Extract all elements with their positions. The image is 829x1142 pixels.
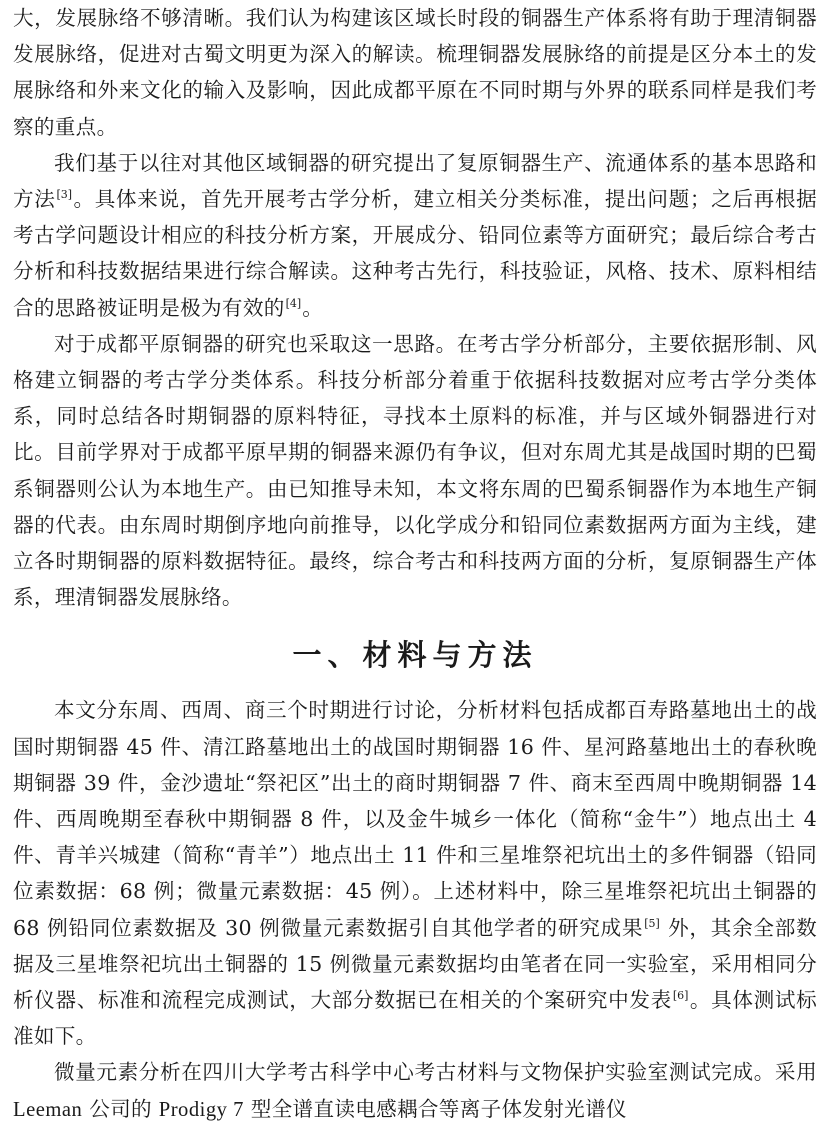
document-page (13, 0, 817, 1128)
paragraph-5-text-a: 微量元素分析在四川大学考古科学中心考古材料与文物保护实验室测试完成。采用 (54, 1060, 817, 1085)
paragraph-1 (13, 0, 817, 145)
paragraph-5-text-b: 公司的 (89, 1096, 152, 1121)
section-heading: 一、材料与方法 (292, 638, 538, 673)
paragraph-1-text: 大，发展脉络不够清晰。我们认为构建该区域长时段的铜器生产体系将有助于理清铜器发展脉络，促进对古蜀文明更为深入的解读。梳理铜器发展脉络的前提是区分本土的发展脉络和外来文化的输入及影响，因此成都平原在不同时期与外界的联系同样是我们考察的重点。 (13, 6, 817, 139)
paragraph-4-text-a: 本文分东周、西周、商三个时期进行讨论，分析材料包括成都百寿路墓地出土的战国时期铜器 45 件、清江路墓地出土的战国时期铜器 16 件、星河路墓地出土的春秋晚期铜器 39 件，金沙遗址“祭祀区”出土的商时期铜器 7 件、商末至西周中晚期铜器 14 件、西周晚期至春秋中期铜器 8 件，以及金牛城乡一体化（简称“金牛”）地点出土 4 件、青羊兴城建（简称“青羊”）地点出土 11 件和三星堆祭祀坑出土的多件铜器（铅同位素数据：68 例；微量元素数据：45 例）。上述材料中，除三星堆祭祀坑出土铜器的 68 例铅同位素数据及 30 例微量元素数据引自其他学者的研究成果 (13, 698, 817, 940)
paragraph-4 (13, 692, 817, 1054)
paragraph-2 (13, 145, 817, 326)
brand-name: Leeman (13, 1098, 83, 1121)
citation-4[interactable]: [4] (285, 296, 302, 310)
paragraph-4-text-c: 。具体测试标准如下。 (13, 988, 817, 1049)
paragraph-3 (13, 326, 817, 616)
instrument-model: Prodigy 7 (158, 1098, 244, 1121)
paragraph-4-text-b: 外，其余全部数据及三星堆祭祀坑出土铜器的 15 例微量元素数据均由笔者在同一实验室，采用相同分析仪器、标准和流程完成测试，大部分数据已在相关的个案研究中发表 (13, 915, 817, 1013)
paragraph-2-text-c: 。 (302, 295, 324, 320)
paragraph-5 (13, 1054, 817, 1127)
paragraph-2-text-a: 我们基于以往对其他区域铜器的研究提出了复原铜器生产、流通体系的基本思路和方法 (13, 150, 817, 212)
paragraph-5-text-c: 型全谱直读电感耦合等离子体发射光谱仪 (250, 1096, 627, 1121)
paragraph-3-text: 对于成都平原铜器的研究也采取这一思路。在考古学分析部分，主要依据形制、风格建立铜器的考古学分类体系。科技分析部分着重于依据科技数据对应考古学分类体系，同时总结各时期铜器的原料特征，寻找本土原料的标准，并与区域外铜器进行对比。目前学界对于成都平原早期的铜器来源仍有争议，但对东周尤其是战国时期的巴蜀系铜器则公认为本地生产。由已知推导未知，本文将东周的巴蜀系铜器作为本地生产铜器的代表。由东周时期倒序地向前推导，以化学成分和铅同位素数据两方面为主线，建立各时期铜器的原料数据特征。最终，综合考古和科技两方面的分析，复原铜器生产体系，理清铜器发展脉络。 (13, 331, 817, 610)
citation-5[interactable]: [5] (644, 916, 660, 930)
citation-3[interactable]: [3] (56, 188, 73, 202)
paragraph-2-text-b: 。具体来说，首先开展考古学分析，建立相关分类标准，提出问题；之后再根据考古学问题设计相应的科技分析方案，开展成分、铅同位素等方面研究；最后综合考古分析和科技数据结果进行综合解读。这种考古先行，科技验证，风格、技术、原料相结合的思路被证明是极为有效的 (13, 187, 817, 320)
citation-6[interactable]: [6] (672, 989, 689, 1003)
